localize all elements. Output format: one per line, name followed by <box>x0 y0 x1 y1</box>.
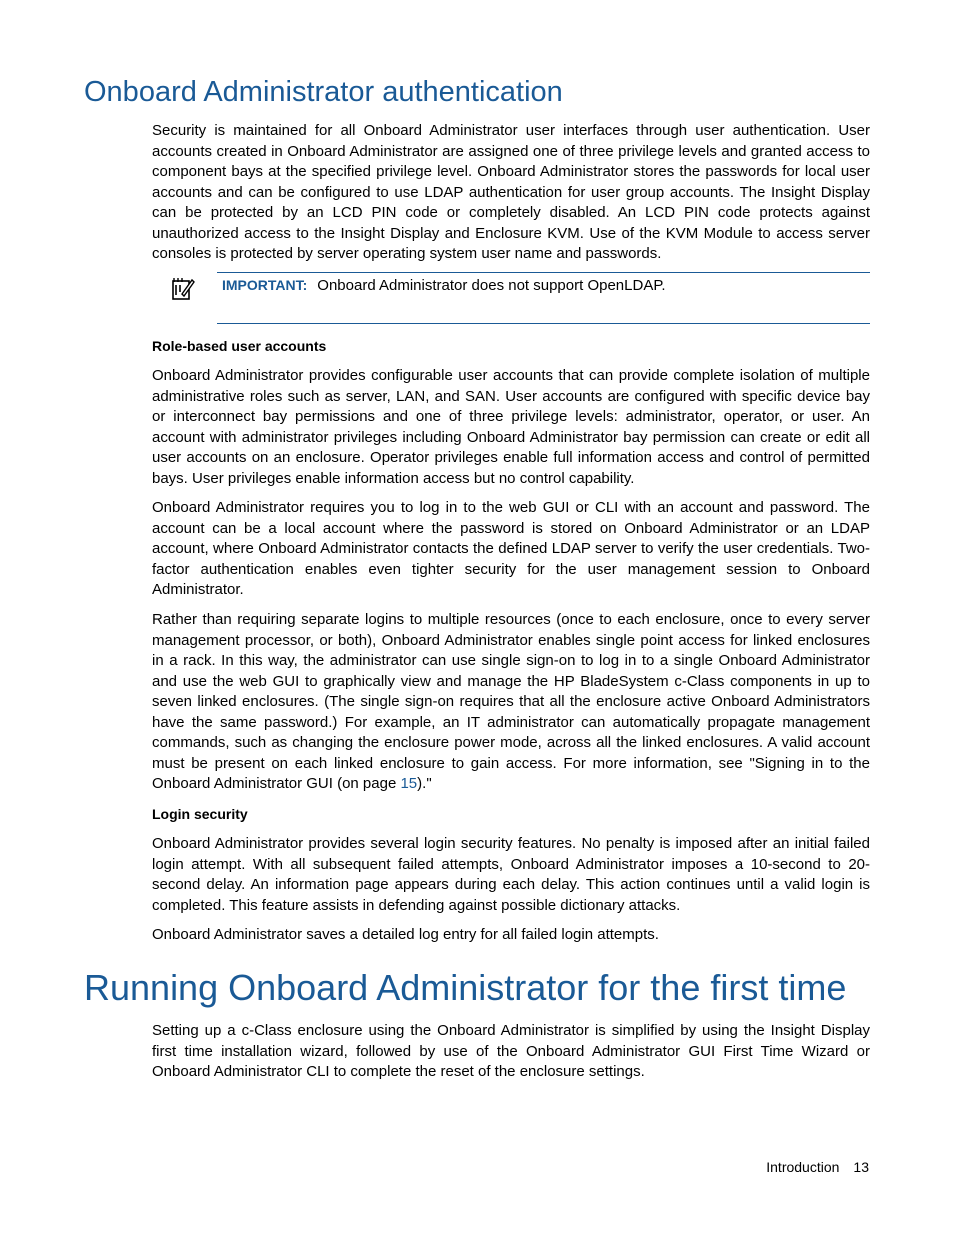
login-paragraph-2: Onboard Administrator saves a detailed log entry for all failed login attempts. <box>152 926 659 943</box>
role-paragraph-1: Onboard Administrator provides configurable user accounts that can provide complete isolation of multiple administrative roles such as server, LAN, and SAN. User accounts are configured with specific device bay or interconnect bay permissions and one of three privilege levels: administrator, operator, or user. An account with administrator privileges including Onboard Administrator bay permission can create or edit all user accounts on an enclosure. Operator privileges enable full information access and control of permitted bays. User privileges enable information access but no control capability. <box>152 367 870 487</box>
role-paragraph-2: Onboard Administrator requires you to log in to the web GUI or CLI with an account and password. The account can be a local account where the password is stored on Onboard Administrator or an LDAP account, where Onboard Administrator contacts the defined LDAP server to verify the user credentials. Two-factor authentication enables even tighter security for the user management session to Onboard Administrator. <box>152 499 870 598</box>
page-footer <box>766 1159 869 1175</box>
important-note-icon <box>170 276 196 302</box>
login-security-heading: Login security <box>152 806 248 822</box>
role-paragraph-3-text: Rather than requiring separate logins to multiple resources (once to each enclosure, once to every server management processor, or both), Onboard Administrator enables single point access for linked enclosures in a rack. In this way, the administrator can use single sign-on to log in to a single Onboard Administrator and use the web GUI to graphically view and manage the HP BladeSystem c-Class components in up to seven linked enclosures. (The single sign-on requires that all the enclosure active Onboard Administrators have the same password.) For example, an IT administrator can automatically propagate management commands, such as changing the enclosure power mode, across all the linked enclosures. A valid account must be present on each linked enclosure to gain access. For more information, see "Signing in to the Onboard Administrator GUI (on page <box>152 611 870 792</box>
first-time-intro-paragraph: Setting up a c-Class enclosure using the Onboard Administrator is simplified by using the Insight Display first time installation wizard, followed by use of the Onboard Administrator GUI First Time Wizard or Onboard Administrator CLI to complete the reset of the enclosure settings. <box>152 1022 870 1080</box>
page-number: 13 <box>853 1159 869 1175</box>
footer-section-name: Introduction <box>766 1159 840 1175</box>
login-paragraph-1: Onboard Administrator provides several login security features. No penalty is imposed after an initial failed login attempt. With all subsequent failed attempts, Onboard Administrator imposes a 10-second to 20-second delay. An information page appears during each delay. This action continues until a valid login is completed. This feature assists in defending against possible dictionary attacks. <box>152 835 870 914</box>
section-title-authentication: Onboard Administrator authentication <box>84 76 563 108</box>
role-paragraph-3 <box>152 610 870 795</box>
note-bottom-rule <box>217 323 870 324</box>
important-label: IMPORTANT: <box>222 277 308 293</box>
authentication-intro-paragraph: Security is maintained for all Onboard Administrator user interfaces through user authentication. User accounts created in Onboard Administrator are assigned one of three privilege levels and granted access to component bays at the specified privilege level. Onboard Administrator stores the passwords for local user accounts and can be configured to use LDAP authentication for user group accounts. The Insight Display can be protected by an LCD PIN code or completely disabled. An LCD PIN code protects against unauthorized access to the Insight Display and Enclosure KVM. Use of the KVM Module to access server consoles is protected by server operating system user name and passwords. <box>152 122 870 262</box>
role-based-accounts-heading: Role-based user accounts <box>152 338 327 354</box>
section-title-first-time: Running Onboard Administrator for the first time <box>84 967 847 1008</box>
important-note-text: Onboard Administrator does not support OpenLDAP. <box>317 277 666 294</box>
role-paragraph-3-end: )." <box>417 775 432 792</box>
note-top-rule <box>217 272 870 273</box>
page-15-link[interactable]: 15 <box>400 775 418 792</box>
important-note <box>222 277 666 294</box>
